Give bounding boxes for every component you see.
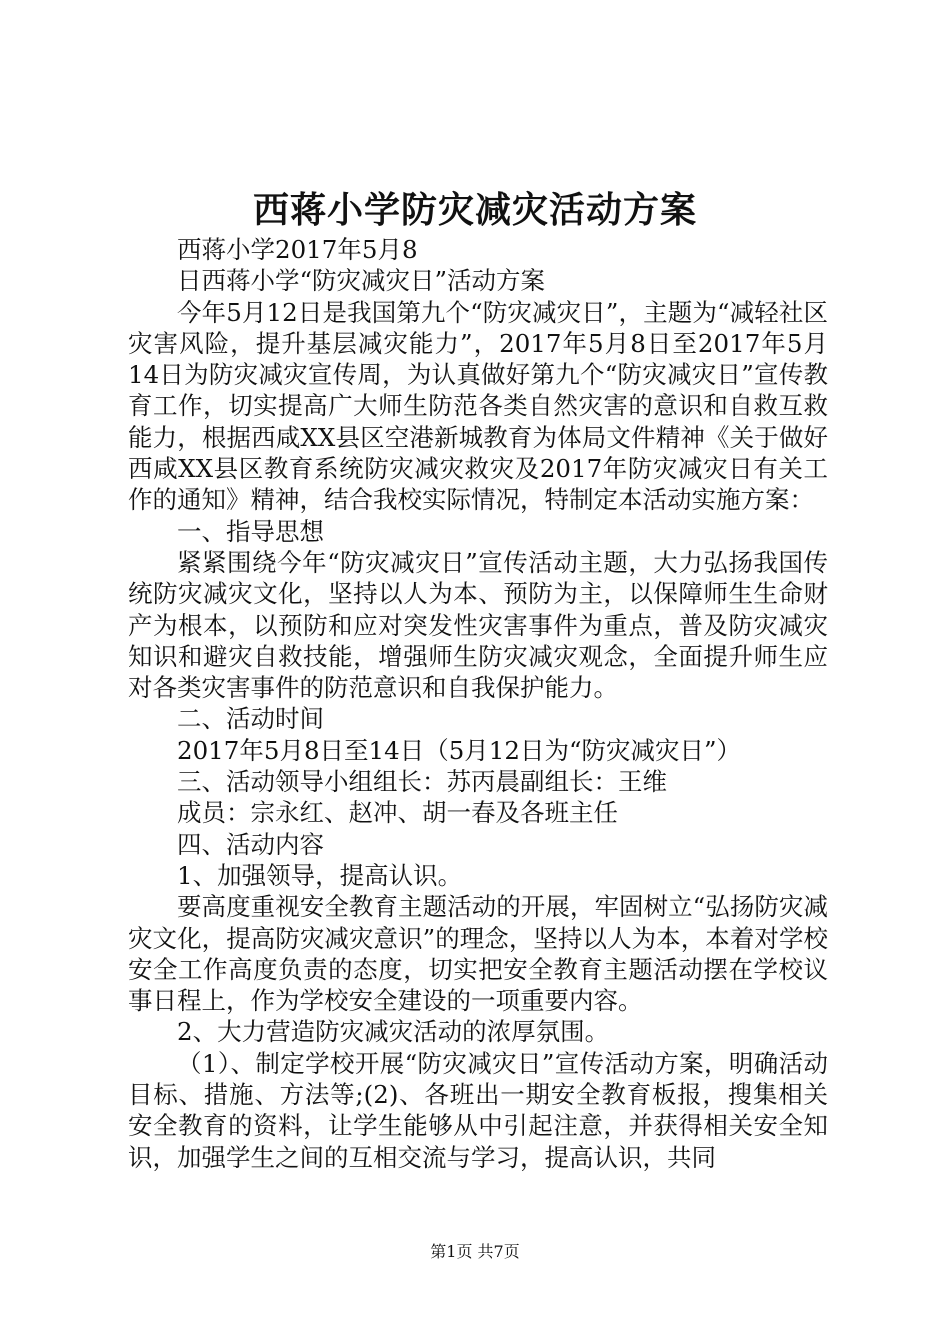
paragraph-atmosphere: （1）、制定学校开展“防灾减灾日”宣传活动方案，明确活动目标、措施、方法等;(2)、各班出一期安全教育板报，搜集相关安全教育的资料，让学生能够从中引起注意，并获得相关安全知识，加强学生之间的互相交流与学习，提高认识，共同	[128, 1048, 828, 1172]
document-body	[128, 234, 828, 1173]
paragraph-plan-heading: 日西蒋小学“防灾减灾日”活动方案	[177, 266, 546, 296]
subheading-atmosphere: 2、大力营造防灾减灾活动的浓厚氛围。	[177, 1017, 610, 1047]
page-number-footer: 第1页 共7页	[430, 1242, 520, 1261]
section-heading-activity-content: 四、活动内容	[177, 829, 324, 859]
paragraph-strengthen-leadership: 要高度重视安全教育主题活动的开展，牢固树立“弘扬防灾减灾文化，提高防灾减灾意识”的理念，坚持以人为本，本着对学校安全工作高度负责的态度，切实把安全教育主题活动摆在学校议事日程上，作为学校安全建设的一项重要内容。	[128, 892, 828, 1016]
paragraph-intro: 今年5月12日是我国第九个“防灾减灾日”，主题为“减轻社区灾害风险，提升基层减灾能力”，2017年5月8日至2017年5月14日为防灾减灾宣传周，为认真做好第九个“防灾减灾日”宣传教育工作，切实提高广大师生防范各类自然灾害的意识和自救互救能力，根据西咸XX县区空港新城教育为体局文件精神《关于做好西咸XX县区教育系统防灾减灾救灾及2017年防灾减灾日有关工作的通知》精神，结合我校实际情况，特制定本活动实施方案：	[128, 297, 828, 515]
document-title: 西蒋小学防灾减灾活动方案	[252, 189, 697, 231]
section-heading-guiding-thought: 一、指导思想	[177, 516, 324, 546]
section-heading-activity-time: 二、活动时间	[177, 704, 324, 734]
paragraph-guiding-thought: 紧紧围绕今年“防灾减灾日”宣传活动主题，大力弘扬我国传统防灾减灾文化，坚持以人为本、预防为主，以保障师生生命财产为根本，以预防和应对突发性灾害事件为重点，普及防灾减灾知识和避灾自救技能，增强师生防灾减灾观念，全面提升师生应对各类灾害事件的防范意识和自我保护能力。	[128, 547, 828, 703]
paragraph-members: 成员：宗永红、赵冲、胡一春及各班主任	[177, 798, 618, 828]
paragraph-activity-time: 2017年5月8日至14日（5月12日为“防灾减灾日”）	[177, 735, 742, 765]
section-heading-leadership: 三、活动领导小组组长：苏丙晨副组长：王维	[177, 767, 667, 797]
paragraph-school-date: 西蒋小学2017年5月8	[177, 235, 418, 264]
subheading-strengthen-leadership: 1、加强领导，提高认识。	[177, 860, 463, 890]
